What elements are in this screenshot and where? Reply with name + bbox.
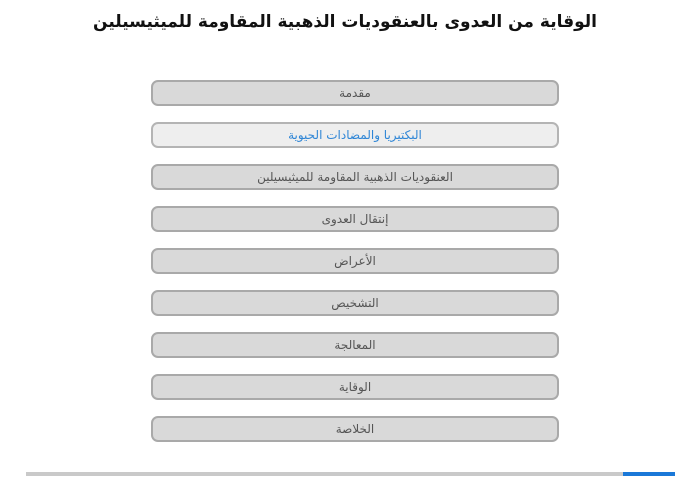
- chapter-menu: [151, 80, 559, 458]
- menu-item-summary[interactable]: الخلاصة: [151, 416, 559, 442]
- menu-item-bacteria-antibiotics[interactable]: البكتيريا والمضادات الحيوية: [151, 122, 559, 148]
- progress-bar: [26, 472, 675, 476]
- menu-item-mrsa[interactable]: العنقوديات الذهبية المقاومة للميثيسيلين: [151, 164, 559, 190]
- progress-bar-fill: [623, 472, 675, 476]
- page-title: الوقاية من العدوى بالعنقوديات الذهبية المقاومة للميثيسيلين: [93, 12, 597, 32]
- menu-item-treatment[interactable]: المعالجة: [151, 332, 559, 358]
- menu-item-symptoms[interactable]: الأعراض: [151, 248, 559, 274]
- menu-item-diagnosis[interactable]: التشخيص: [151, 290, 559, 316]
- menu-item-transmission[interactable]: إنتقال العدوى: [151, 206, 559, 232]
- menu-item-introduction[interactable]: مقدمة: [151, 80, 559, 106]
- menu-item-prevention[interactable]: الوقاية: [151, 374, 559, 400]
